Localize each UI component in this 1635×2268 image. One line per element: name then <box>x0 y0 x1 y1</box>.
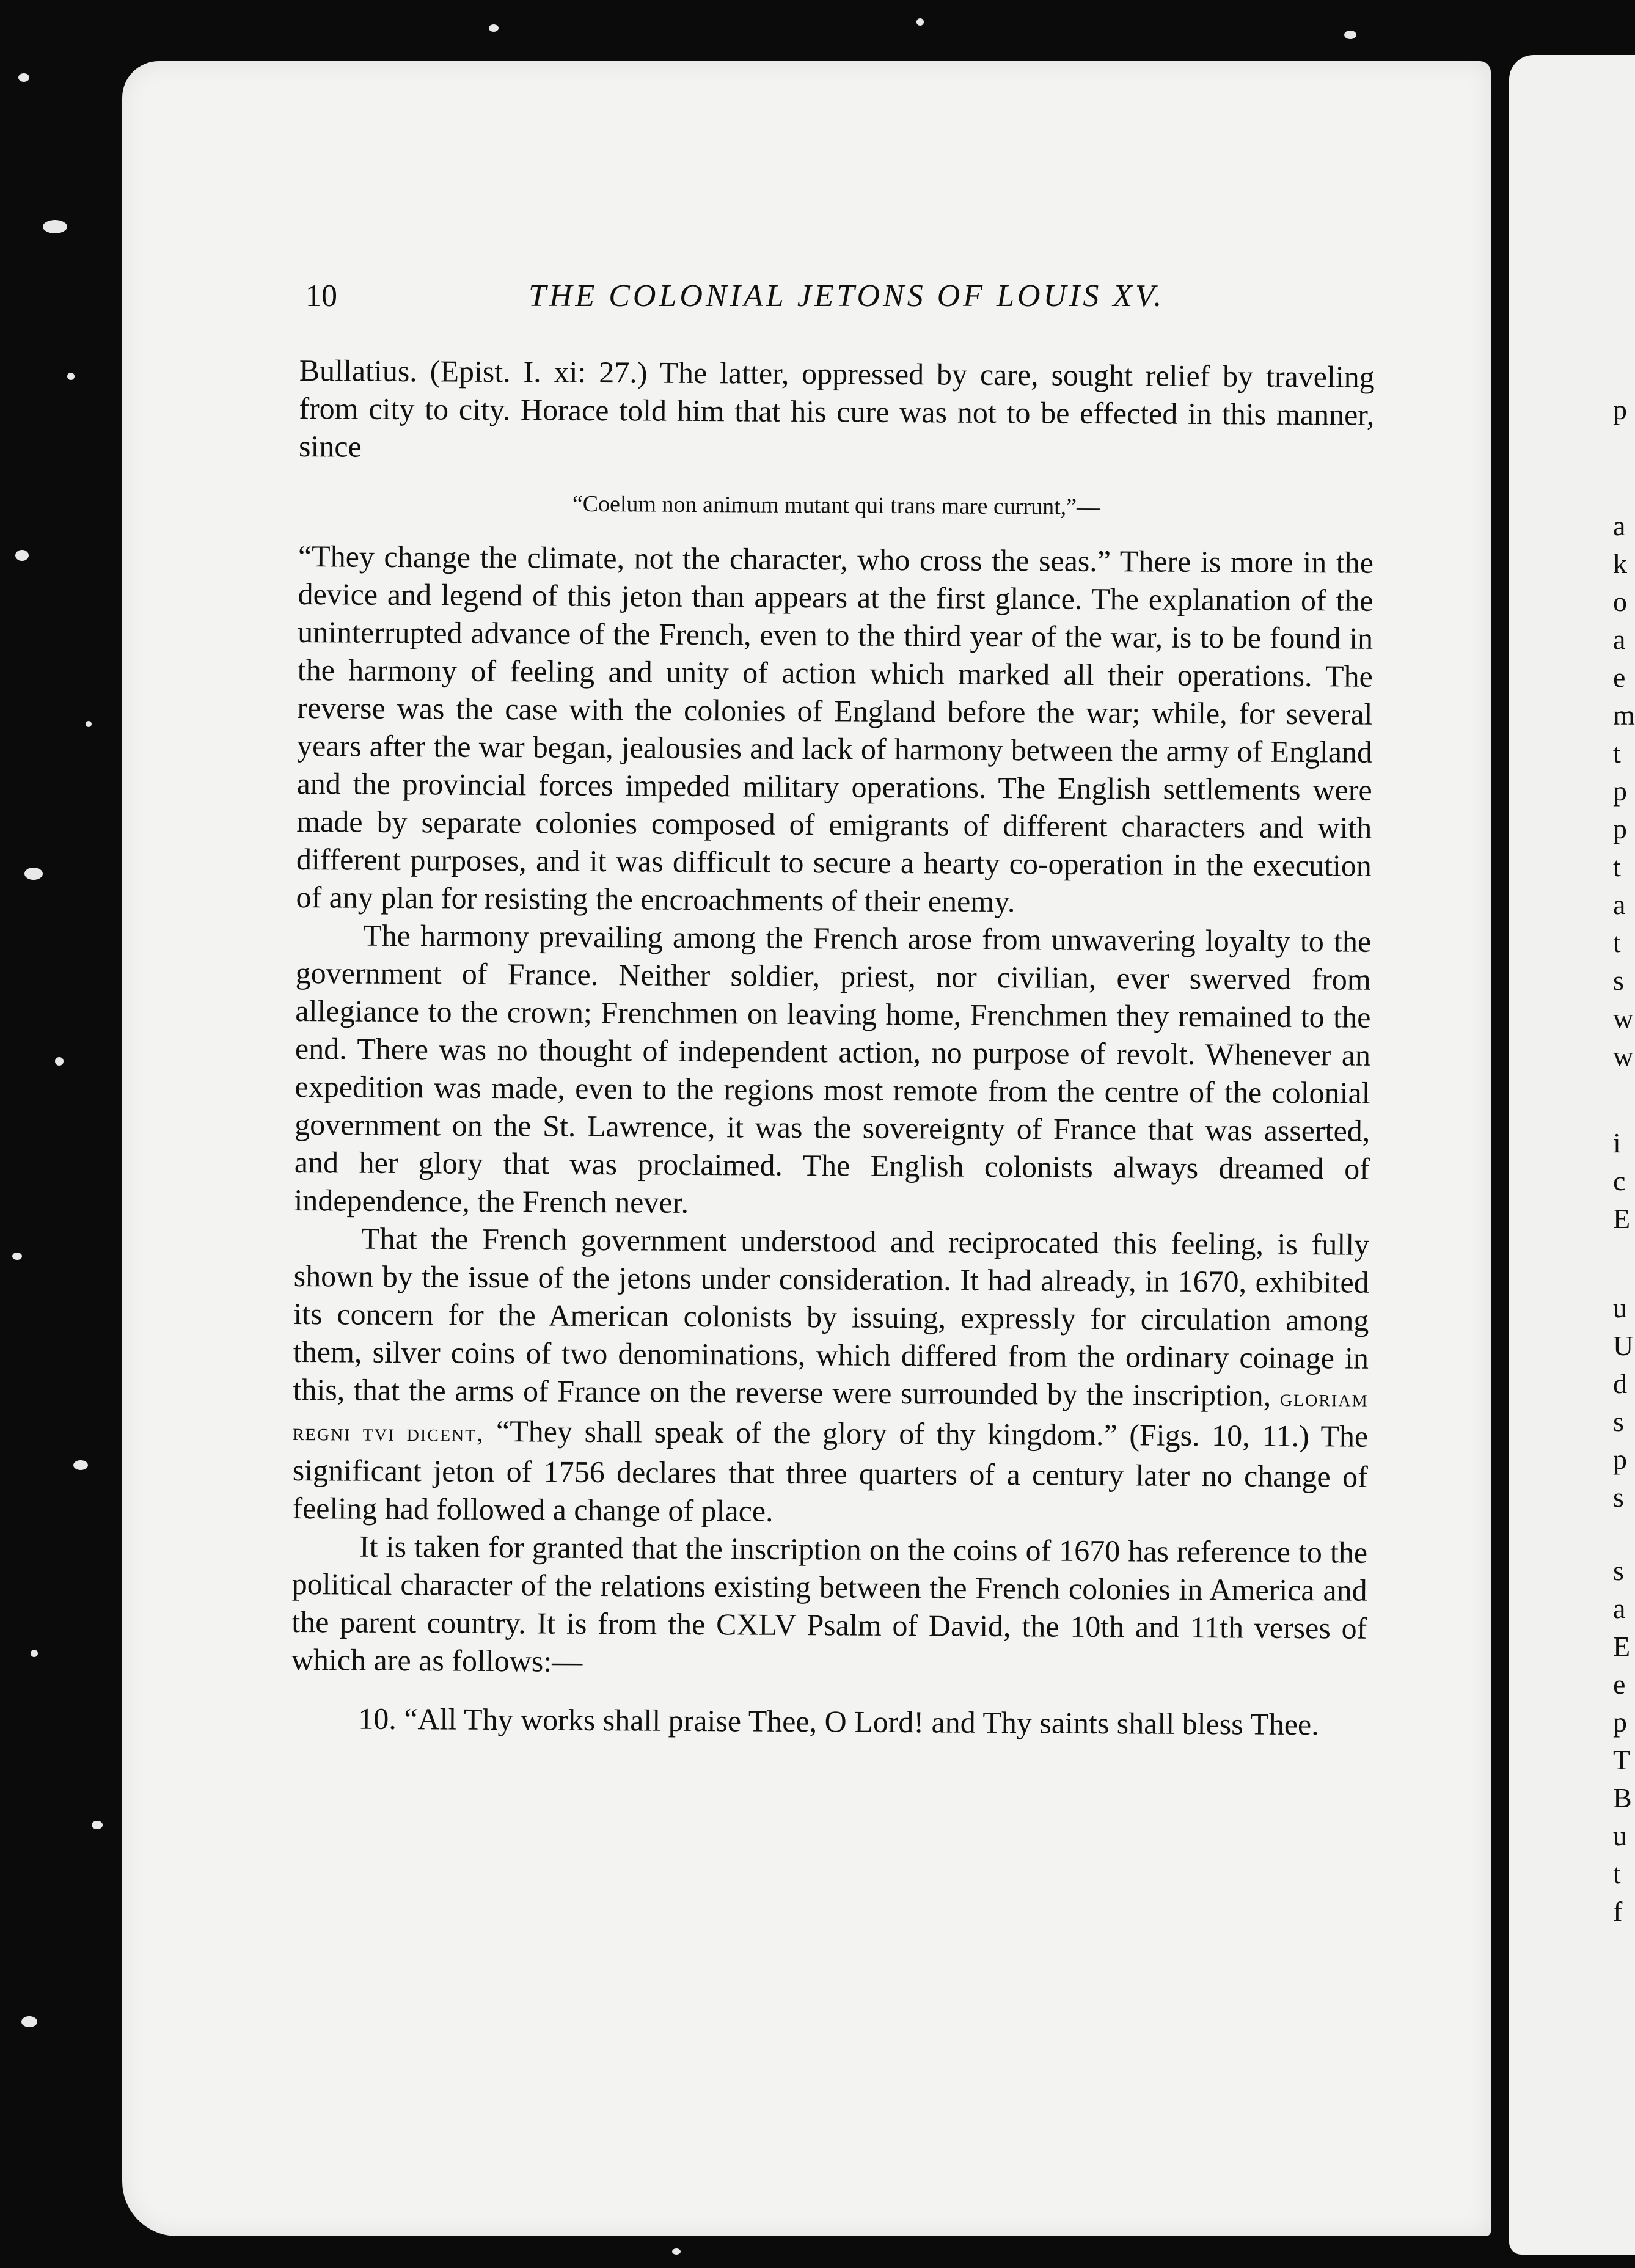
running-title: THE COLONIAL JETONS OF LOUIS XV. <box>529 279 1165 313</box>
fragment: B <box>1613 1782 1632 1813</box>
dust-speck <box>43 220 67 233</box>
paragraph-climate: “They change the climate, not the character, who cross the seas.” There is more in the device and legend of this jeton than appears at the first glance. The explanation of the uninterrupted advance of the French, even to the third year of the war, is to be found in the harmony of feeling and unity of action which marked all their operations. The reverse was the case with the colonies of England before the war; while, for several years after the war began, jealousies and lack of harmony between the army of England and the provincial forces impeded military operations. The English settlements were made by separate colonies composed of emigrants of different characters and with different purposes, and it was difficult to secure a hearty co-operation in the execution of any plan for resisting the encroachments of their enemy. <box>296 538 1374 919</box>
paragraph-bullatius: Bullatius. (Epist. I. xi: 27.) The latter, oppressed by care, sought relief by traveling from city to city. Horace told him that his cure was not to be effected in this manner, since <box>298 353 1375 464</box>
fragment: t <box>1613 1858 1621 1889</box>
fragment: s <box>1613 965 1624 996</box>
fragment: U <box>1613 1330 1634 1361</box>
fragment: u <box>1613 1820 1627 1851</box>
latin-quotation: “Coelum non animum mutant qui trans mare currunt,”— <box>572 491 1100 521</box>
fragment: T <box>1613 1744 1631 1776</box>
dust-speck <box>18 73 29 82</box>
fragment: k <box>1613 548 1627 579</box>
fragment: a <box>1613 889 1626 920</box>
fragment: E <box>1613 1631 1631 1662</box>
fragment: p <box>1613 1706 1627 1738</box>
fragment: s <box>1613 1406 1624 1437</box>
dust-speck <box>55 1057 64 1066</box>
fragment: e <box>1613 662 1626 693</box>
psalm-verse-10: 10. “All Thy works shall praise Thee, O Lord! and Thy saints shall bless Thee. <box>358 1701 1319 1742</box>
fragment: w <box>1613 1041 1634 1072</box>
paragraph-harmony: The harmony prevailing among the French arose from unwavering loyalty to the government of France. Neither soldier, priest, nor civilian, ever swerved from allegiance to the crown; Frenchmen on leaving home, Frenchmen they remained to the end. There was no thought of independent action, no purpose of revolt. Whenever an expedition was made, even to the regions most remote from the centre of the colonial government on the St. Lawrence, it was the sovereignty of France that was asserted, and her glory that was proclaimed. The English colonists always dreamed of independence, the French never. <box>294 918 1372 1220</box>
fragment: a <box>1613 1593 1626 1624</box>
dust-speck <box>73 1460 88 1470</box>
fragment: f <box>1613 1896 1623 1927</box>
fragment: t <box>1613 927 1621 958</box>
dust-speck <box>489 24 499 32</box>
fragment: o <box>1613 586 1627 617</box>
fragment: c <box>1613 1165 1626 1196</box>
coin-inscription: gloriam regni tvi dicent, <box>293 1383 1369 1447</box>
dust-speck <box>86 721 92 727</box>
fragment: d <box>1613 1368 1627 1399</box>
dust-speck <box>1344 31 1356 39</box>
paragraph-government <box>292 1219 1369 1534</box>
fragment: p <box>1613 394 1627 425</box>
fragment: a <box>1613 624 1626 655</box>
fragment: a <box>1613 510 1626 541</box>
fragment: i <box>1613 1127 1621 1158</box>
fragment: m <box>1613 700 1635 731</box>
dust-speck <box>31 1650 38 1657</box>
page-number: 10 <box>305 279 337 313</box>
fragment: s <box>1613 1555 1624 1586</box>
dust-speck <box>21 2016 37 2027</box>
dust-speck <box>672 2248 681 2255</box>
dust-speck <box>15 550 29 561</box>
fragment: E <box>1613 1203 1631 1234</box>
fragment: u <box>1613 1292 1627 1323</box>
fragment: s <box>1613 1482 1624 1513</box>
paragraph-psalm: It is taken for granted that the inscription on the coins of 1670 has reference to the political character of the relations existing between the French colonies in America and the parent country. It is from the CXLV Psalm of David, the 10th and 11th verses of which are as follows:— <box>291 1529 1368 1678</box>
fragment: t <box>1613 737 1621 769</box>
text-run: That the French government understood and reciprocated this feeling, is fully shown by the issue of the jetons under consideration. It had already, in 1670, exhibited its concern for the American colonists by issuing, expressly for circulation among them, silver coins of two denominations, which differed from the ordinary coinage in this, that the arms of France on the reverse were surrounded by the inscription, <box>293 1221 1370 1413</box>
fragment: p <box>1613 775 1627 807</box>
dust-speck <box>92 1821 103 1829</box>
fragment: p <box>1613 813 1627 844</box>
dust-speck <box>916 18 924 26</box>
fragment: t <box>1613 851 1621 882</box>
body-text <box>291 351 1375 1744</box>
fragment: w <box>1613 1003 1634 1034</box>
text-run: “They shall speak of the glory of thy kingdom.” (Figs. 10, 11.) The significant jeton of 1756 declares that three quarters of a century later no change of feeling had followed a change of place. <box>292 1414 1369 1528</box>
dust-speck <box>12 1253 22 1260</box>
dust-speck <box>67 373 75 380</box>
dust-speck <box>24 868 43 880</box>
fragment: p <box>1613 1444 1627 1475</box>
fragment: e <box>1613 1669 1626 1700</box>
